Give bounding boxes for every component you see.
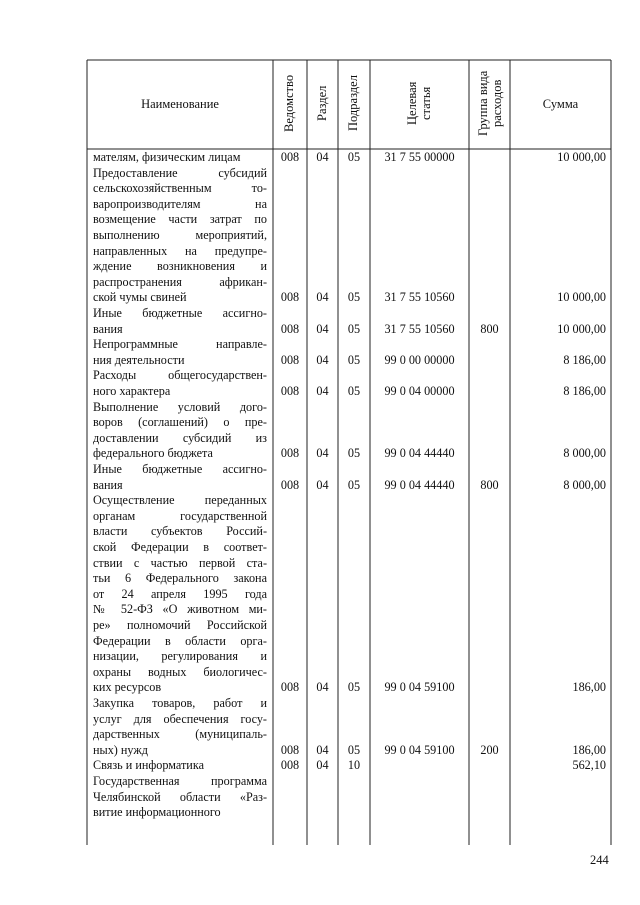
row-name-line: Выполнение условий дого- bbox=[93, 399, 267, 414]
row-name-line: распространения африкан- bbox=[93, 274, 267, 289]
row-name-line: Расходы общегосударствен- bbox=[93, 368, 267, 383]
cell-target: 99 0 04 59100 bbox=[384, 742, 455, 757]
cell-sum: 186,00 bbox=[572, 742, 606, 757]
row-name-line: ре» полномочий Российской bbox=[93, 617, 267, 632]
header-group-line1: Группа вида bbox=[476, 70, 490, 136]
cell-subsection: 05 bbox=[347, 290, 361, 305]
cell-subsection: 05 bbox=[347, 477, 361, 492]
row-name-line: Федерации в области орга- bbox=[93, 633, 267, 648]
row-name-line: Государственная программа bbox=[93, 774, 267, 788]
row-name-line: ких ресурсов bbox=[93, 680, 162, 695]
row-name-line: Закупка товаров, работ и bbox=[93, 696, 267, 710]
row-name-line: власти субъектов Россий- bbox=[93, 524, 267, 539]
page-number: 244 bbox=[590, 853, 609, 867]
row-name-line: ждение возникновения и bbox=[93, 259, 267, 274]
cell-dept: 008 bbox=[280, 321, 300, 336]
cell-sum: 8 000,00 bbox=[563, 446, 606, 461]
row-name bbox=[93, 306, 267, 337]
header-section: Раздел bbox=[315, 85, 329, 121]
cell-target: 99 0 00 00000 bbox=[384, 352, 455, 367]
cell-target: 99 0 04 44440 bbox=[384, 446, 455, 461]
cell-target: 31 7 55 10560 bbox=[384, 290, 455, 305]
row-name-line: ния деятельности bbox=[93, 352, 185, 367]
cell-section: 04 bbox=[316, 150, 329, 164]
row-name-line: № 52-ФЗ «О животном ми- bbox=[93, 602, 267, 617]
row-name bbox=[93, 696, 267, 758]
cell-dept: 008 bbox=[280, 352, 300, 367]
row-name-line: ской Федерации в соответ- bbox=[93, 539, 267, 554]
row-name-line: низации, регулирования и bbox=[93, 649, 267, 664]
row-name bbox=[93, 150, 267, 166]
cell-section: 04 bbox=[316, 384, 329, 398]
cell-target: 31 7 55 10560 bbox=[384, 321, 455, 336]
cell-dept: 008 bbox=[280, 384, 300, 398]
cell-sum: 10 000,00 bbox=[557, 150, 606, 164]
row-name-line: направленных на предупре- bbox=[93, 243, 267, 258]
cell-target: 99 0 04 44440 bbox=[384, 477, 455, 492]
cell-dept: 008 bbox=[280, 150, 300, 164]
row-name-line: Челябинской области «Раз- bbox=[93, 789, 267, 804]
cell-subsection: 10 bbox=[347, 758, 361, 773]
cell-subsection: 05 bbox=[347, 680, 361, 695]
row-name-line: вания bbox=[93, 321, 123, 336]
row-name-line: сельскохозяйственным то- bbox=[93, 181, 267, 196]
cell-section: 04 bbox=[316, 290, 329, 305]
row-name-line: Предоставление субсидий bbox=[93, 165, 267, 180]
cell-subsection: 05 bbox=[347, 321, 361, 336]
cell-dept: 008 bbox=[280, 446, 300, 461]
row-name-line: вания bbox=[93, 477, 123, 492]
row-name-line: Иные бюджетные ассигно- bbox=[93, 462, 267, 476]
row-name-line: Связь и информатика bbox=[93, 758, 204, 773]
cell-section: 04 bbox=[316, 477, 329, 492]
cell-sum: 562,10 bbox=[572, 758, 606, 773]
row-name-line: тьи 6 Федерального закона bbox=[93, 571, 267, 586]
row-name-line: возмещение части затрат по bbox=[93, 212, 267, 227]
row-name-line: Иные бюджетные ассигно- bbox=[93, 306, 267, 320]
row-name-line: органам государственной bbox=[93, 508, 267, 523]
row-name bbox=[93, 400, 267, 462]
cell-target: 31 7 55 00000 bbox=[384, 150, 455, 164]
row-name bbox=[93, 493, 267, 696]
row-name-line: охраны водных биологичес- bbox=[93, 664, 267, 679]
row-name-line: воров (соглашений) о пре- bbox=[93, 415, 267, 430]
cell-section: 04 bbox=[316, 742, 329, 757]
row-name-line: доставлении субсидий из bbox=[93, 430, 267, 445]
header-group-line2: расходов bbox=[490, 79, 504, 127]
cell-section: 04 bbox=[316, 758, 329, 773]
cell-sum: 8 186,00 bbox=[563, 352, 606, 367]
cell-sum: 10 000,00 bbox=[557, 321, 606, 336]
cell-section: 04 bbox=[316, 352, 329, 367]
row-name-line: от 24 апреля 1995 года bbox=[93, 586, 267, 601]
cell-subsection: 05 bbox=[347, 446, 361, 461]
row-name-line: Непрограммные направле- bbox=[93, 337, 267, 352]
cell-subsection: 05 bbox=[347, 150, 361, 164]
row-name-line: дарственных (муниципаль- bbox=[93, 727, 267, 742]
row-name bbox=[93, 462, 267, 493]
cell-target: 99 0 04 00000 bbox=[384, 384, 455, 398]
row-name-line: ской чумы свиней bbox=[93, 290, 187, 305]
row-name-line: ных) нужд bbox=[93, 742, 148, 757]
row-name-line: выполнению мероприятий, bbox=[93, 227, 267, 242]
header-dept: Ведомство bbox=[282, 74, 296, 132]
header-group bbox=[476, 63, 504, 143]
row-name-line: Осуществление переданных bbox=[93, 493, 267, 508]
row-name bbox=[93, 368, 267, 399]
cell-sum: 186,00 bbox=[572, 680, 606, 695]
cell-group: 200 bbox=[480, 742, 499, 757]
header-target-line2: статья bbox=[419, 86, 433, 120]
cell-sum: 10 000,00 bbox=[557, 290, 606, 305]
cell-dept: 008 bbox=[280, 758, 300, 773]
cell-dept: 008 bbox=[280, 477, 300, 492]
cell-subsection: 05 bbox=[347, 352, 361, 367]
row-name bbox=[93, 166, 267, 306]
row-name bbox=[93, 337, 267, 368]
cell-subsection: 05 bbox=[347, 384, 361, 398]
header-target-line1: Целевая bbox=[405, 81, 419, 125]
row-name-line: витие информационного bbox=[93, 805, 221, 820]
cell-group: 800 bbox=[480, 321, 499, 336]
row-name-line: услуг для обеспечения госу- bbox=[93, 711, 267, 726]
cell-dept: 008 bbox=[280, 742, 300, 757]
cell-dept: 008 bbox=[280, 680, 300, 695]
cell-target: 99 0 04 59100 bbox=[384, 680, 455, 695]
row-name bbox=[93, 758, 267, 774]
row-name-line: ного характера bbox=[93, 383, 171, 398]
row-name bbox=[93, 774, 267, 821]
cell-section: 04 bbox=[316, 321, 329, 336]
row-name-line: варопроизводителям на bbox=[93, 196, 267, 211]
cell-dept: 008 bbox=[280, 290, 300, 305]
row-name-line: федерального бюджета bbox=[93, 446, 213, 461]
row-name-line: мателям, физическим лицам bbox=[93, 150, 241, 164]
cell-group: 800 bbox=[480, 477, 499, 492]
header-subsection: Подраздел bbox=[346, 75, 360, 131]
cell-section: 04 bbox=[316, 680, 329, 695]
cell-sum: 8 000,00 bbox=[563, 477, 606, 492]
row-name-line: ствии с частью первой ста- bbox=[93, 555, 267, 570]
header-name: Наименование bbox=[141, 97, 219, 111]
header-sum: Сумма bbox=[542, 97, 579, 111]
cell-sum: 8 186,00 bbox=[563, 384, 606, 398]
cell-subsection: 05 bbox=[347, 742, 361, 757]
cell-section: 04 bbox=[316, 446, 329, 461]
header-target bbox=[405, 63, 433, 143]
